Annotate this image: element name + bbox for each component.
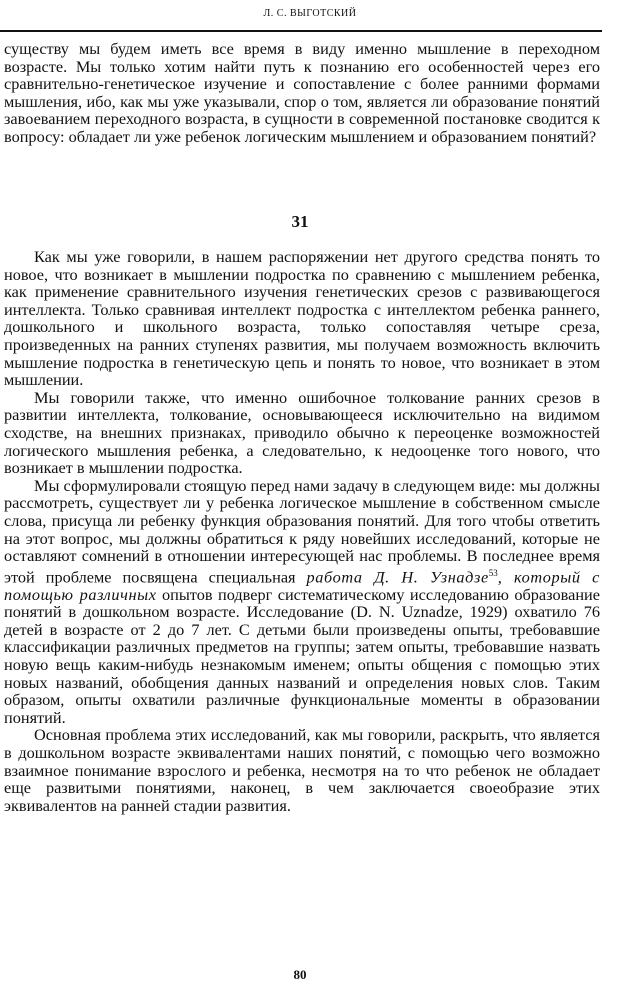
continuation-paragraph: существу мы будем иметь все время в виду именно мышление в переходном возрасте. Мы только хотим найти путь к познанию его особенностей через его сравнительно-генетическое изучение и сопоставление с более ранними формами мышления, ибо, как мы уже указывали, спор о том, является ли образование понятий завоеванием переходного возраста, в сущности в современной постановке сводится к вопросу: обладает ли уже ребенок логическим мышлением и образованием понятий? <box>4 39 600 146</box>
paragraph-4: Основная проблема этих исследований, как мы говорили, раскрыть, что является в дошкольном возрасте эквивалентами наших понятий, с помощью чего возможно взаимное понимание взрослого и ребенка, несмотря на то что ребенок не обладает еще развитыми понятиями, наконец, в чем заключается своеобразие этих эквивалентов на ранней стадии развития. <box>4 725 600 815</box>
main-text-block <box>4 248 600 814</box>
running-head: Л. С. ВЫГОТСКИЙ <box>263 8 357 19</box>
continuation-paragraph-block <box>4 40 600 146</box>
paragraph-3 <box>4 477 600 727</box>
paragraph-1: Как мы уже говорили, в нашем распоряжении нет другого средства понять то новое, что возникает в мышлении подростка по сравнению с мышлением ребенка, как применение сравнительного изучения генетических срезов с развивающегося интеллекта. Только сравнивая интеллект подростка с интеллектом ребенка раннего, дошкольного и школьного возраста, только сопоставляя четыре среза, произведенных на ранних ступенях развития, мы получаем возможность включить мышление подростка в генетическую цепь и понять то новое, что возникает в этом мышлении. <box>4 247 600 390</box>
page-number: 80 <box>293 967 307 982</box>
paragraph-2: Мы говорили также, что именно ошибочное толкование ранних срезов в развитии интеллекта, толкование, основывающееся исключительно на видимом сходстве, на внешних признаках, приводило обычно к переоценке возможностей логического мышления ребенка, а следовательно, к недооценке того нового, что возникает в мышлении подростка. <box>4 387 600 478</box>
paragraph-3-italic-b: , который с помощью различных <box>4 567 600 604</box>
paragraph-3-italic-a: работа Д. Н. Узнадзе <box>306 567 489 587</box>
header-rule <box>0 30 602 32</box>
paragraph-3-text-b: опытов подверг систематическому исследованию образование понятий в дошкольном возрасте. Исследование (D. N. Uznadze, 1929) охватило 76 детей в возрасте от 2 до 7 лет. С детьми были произведены опыты, требовавшие классификации различных предметов на группы; затем опыты, требовавшие назвать новую вещь каким-нибудь незнакомым именем; опыты общения с помощью этих новых названий, обобщения данных названий и определения новых слов. Таким образом, опыты охватили различные функциональные моменты в образовании понятий. <box>4 584 600 727</box>
section-number: 31 <box>291 212 309 231</box>
footnote-marker: 53 <box>488 567 498 578</box>
paragraph-3-text-a: Мы сформулировали стоящую перед нами задачу в следующем виде: мы должны рассмотреть, существует ли у ребенка логическое мышление в собственном смысле слова, присуща ли ребенку функция образования понятий. Для того чтобы ответить на этот вопрос, мы должны обратиться к ряду новейших исследований, которые не оставляют сомнений в отношении интересующей нас проблемы. В последнее время этой проблеме посвящена специальная <box>4 475 600 587</box>
